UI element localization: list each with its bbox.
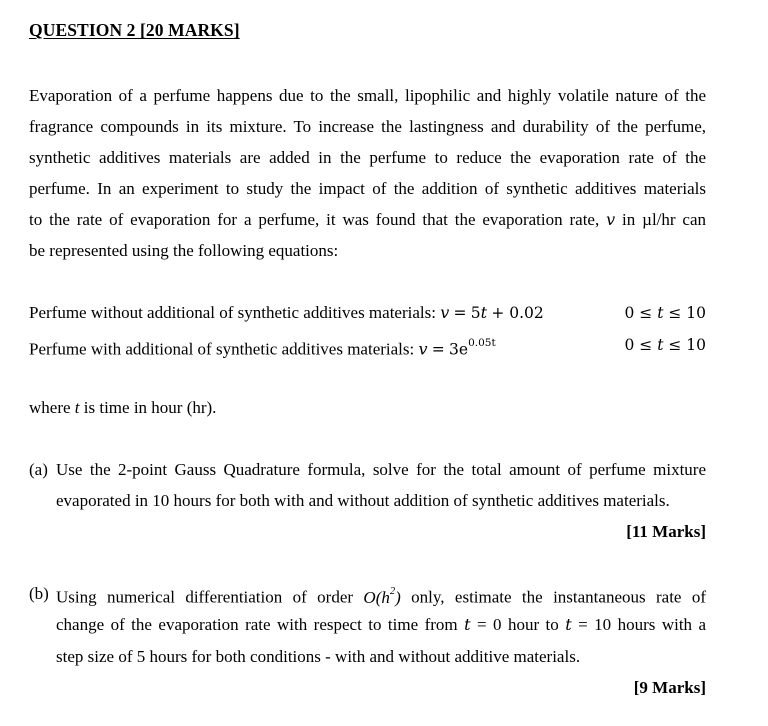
equation-constant: + 0.02 (491, 304, 544, 322)
order-exponent: 2 (389, 586, 396, 597)
time-variable-start: t (464, 615, 471, 634)
order-big-o: O(h (363, 587, 390, 607)
equation-equals: = (431, 340, 445, 359)
domain-upper: ≤ 10 (668, 336, 706, 354)
question-heading: QUESTION 2 [20 MARKS] (29, 20, 240, 40)
part-b-line-2-c: = 10 hours with a (578, 615, 707, 634)
equation-time-variable: t (480, 303, 488, 322)
part-b-line-3: step size of 5 hours for both conditions - with and without additive materials. (56, 647, 581, 666)
equation-exponent: 0.05t (468, 337, 496, 349)
intro-line-5 (29, 210, 706, 230)
equation-coefficient: 5 (470, 304, 481, 322)
part-a-line-2: evaporated in 10 hours for both with and without addition of synthetic additives materials. (56, 491, 670, 510)
intro-line-5-units: in µl/hr can (622, 210, 707, 229)
intro-line-6: be represented using the following equations: (29, 241, 339, 260)
order-close: ) (395, 587, 401, 607)
equation-lhs: v (418, 339, 428, 359)
equation-label: Perfume with additional of synthetic additives materials: (29, 339, 415, 359)
part-a-label: (a) (29, 460, 48, 479)
where-variable: t (74, 398, 80, 417)
part-b-line-2-b: = 0 hour to (476, 615, 559, 634)
where-line (29, 398, 706, 418)
equation-without-additives (29, 303, 706, 323)
part-b-marks: [9 Marks] (633, 678, 706, 697)
domain-upper: ≤ 10 (668, 304, 706, 322)
domain-variable: t (657, 304, 664, 322)
equation-with-additives (29, 335, 706, 360)
where-text: where (29, 398, 71, 417)
intro-line-1: Evaporation of a perfume happens due to the small, lipophilic and highly volatile nature of the (29, 86, 706, 105)
domain-lower: 0 ≤ (624, 336, 653, 354)
part-b-label: (b) (29, 584, 49, 603)
time-variable-end: t (565, 615, 572, 634)
intro-line-5-text: to the rate of evaporation for a perfume, it was found that the evaporation rate, (29, 210, 600, 229)
equation-label: Perfume without additional of synthetic additives materials: (29, 303, 436, 322)
part-a-line-1: Use the 2-point Gauss Quadrature formula, solve for the total amount of perfume mixture (56, 460, 706, 479)
domain-variable: t (657, 336, 664, 354)
equation-domain (624, 335, 706, 355)
part-b-line-2 (56, 615, 706, 635)
order-notation (363, 588, 400, 607)
part-b-line-1 (56, 584, 706, 608)
rate-variable: v (606, 210, 616, 229)
equation-equals: = (453, 304, 467, 322)
intro-line-2: fragrance compounds in its mixture. To increase the lastingness and durability of the perfume, (29, 117, 706, 136)
part-b-line-1-pre: Using numerical differentiation of order (56, 587, 354, 607)
equation-lhs: v (440, 303, 450, 322)
part-b-line-1-post: only, estimate the instantaneous rate of (411, 587, 706, 607)
intro-line-4: perfume. In an experiment to study the impact of the addition of synthetic additives materials (29, 179, 706, 198)
equation-domain (624, 303, 706, 323)
part-b-line-2-a: change of the evaporation rate with respect to time from (56, 615, 458, 634)
part-a-marks: [11 Marks] (626, 522, 706, 541)
intro-line-3: synthetic additives materials are added in the perfume to reduce the evaporation rate of the (29, 148, 706, 167)
equation-base: 3e (449, 340, 469, 359)
where-description: is time in hour (hr). (83, 398, 217, 417)
domain-lower: 0 ≤ (624, 304, 653, 322)
